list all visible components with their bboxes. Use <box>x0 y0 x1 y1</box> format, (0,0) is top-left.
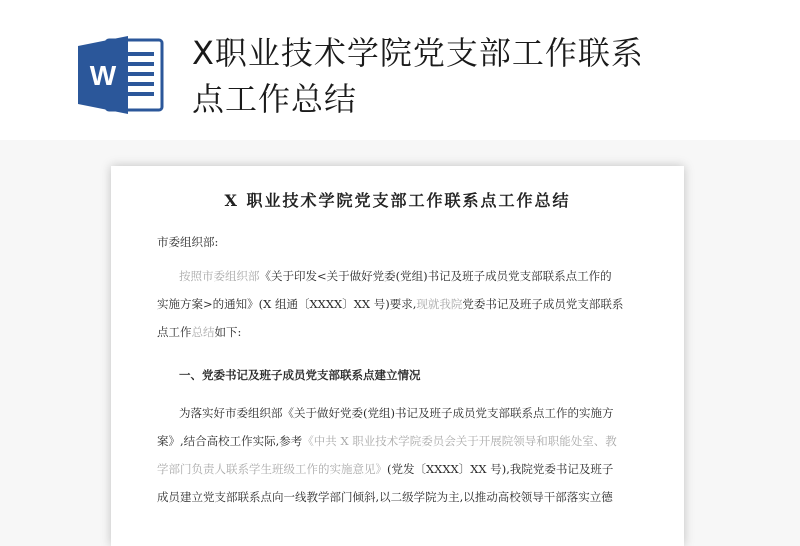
document-page <box>111 166 684 546</box>
text-run: 点工作 <box>157 325 192 339</box>
text-run: 《中共 X 职业技术学院委员会关于开展院领导和职能处室、教 <box>302 434 617 448</box>
microsoft-word-icon <box>76 34 166 116</box>
text-run: 《关于印发<关于做好党委(党组)书记及班子成员党支部联系点工作的 <box>259 269 612 283</box>
paragraph-2-line-2 <box>157 427 647 456</box>
text-run: (党发〔XXXX〕XX 号),我院党委书记及班子 <box>387 462 614 476</box>
text-run: 总结 <box>191 325 215 339</box>
text-run: 实施方案>的通知》(X 组通〔XXXX〕XX 号)要求, <box>157 297 417 311</box>
salutation: 市委组织部: <box>157 235 219 249</box>
document-title: X 职业技术学院党支部工作联系点工作总结 <box>224 191 571 210</box>
svg-text:W: W <box>89 60 117 91</box>
text-run: 现就我院 <box>416 297 463 311</box>
text-run: 如下: <box>214 325 242 339</box>
page-title-line-2: 点工作总结 <box>192 80 358 118</box>
text-run: 党委书记及班子成员党支部联系 <box>462 297 624 311</box>
text-run: 案》,结合高校工作实际,参考 <box>157 434 303 448</box>
page-title <box>192 30 772 122</box>
paragraph-2-line-3 <box>157 455 647 484</box>
text-run: 按照市委组织部 <box>179 269 260 283</box>
paragraph-2-line-1: 为落实好市委组织部《关于做好党委(党组)书记及班子成员党支部联系点工作的实施方 <box>179 406 614 420</box>
paragraph-1-line-1 <box>157 262 647 291</box>
header-banner <box>0 0 800 140</box>
paragraph-1-line-2 <box>157 290 647 319</box>
section-heading-1: 一、党委书记及班子成员党支部联系点建立情况 <box>179 368 421 382</box>
page-title-line-1: X职业技术学院党支部工作联系 <box>192 34 644 72</box>
paragraph-1-line-3 <box>157 318 647 347</box>
text-run: 学部门负责人联系学生班级工作的实施意见》 <box>157 462 387 476</box>
paragraph-2-line-4: 成员建立党支部联系点向一线教学部门倾斜,以二级学院为主,以推动高校领导干部落实立德 <box>157 490 613 504</box>
